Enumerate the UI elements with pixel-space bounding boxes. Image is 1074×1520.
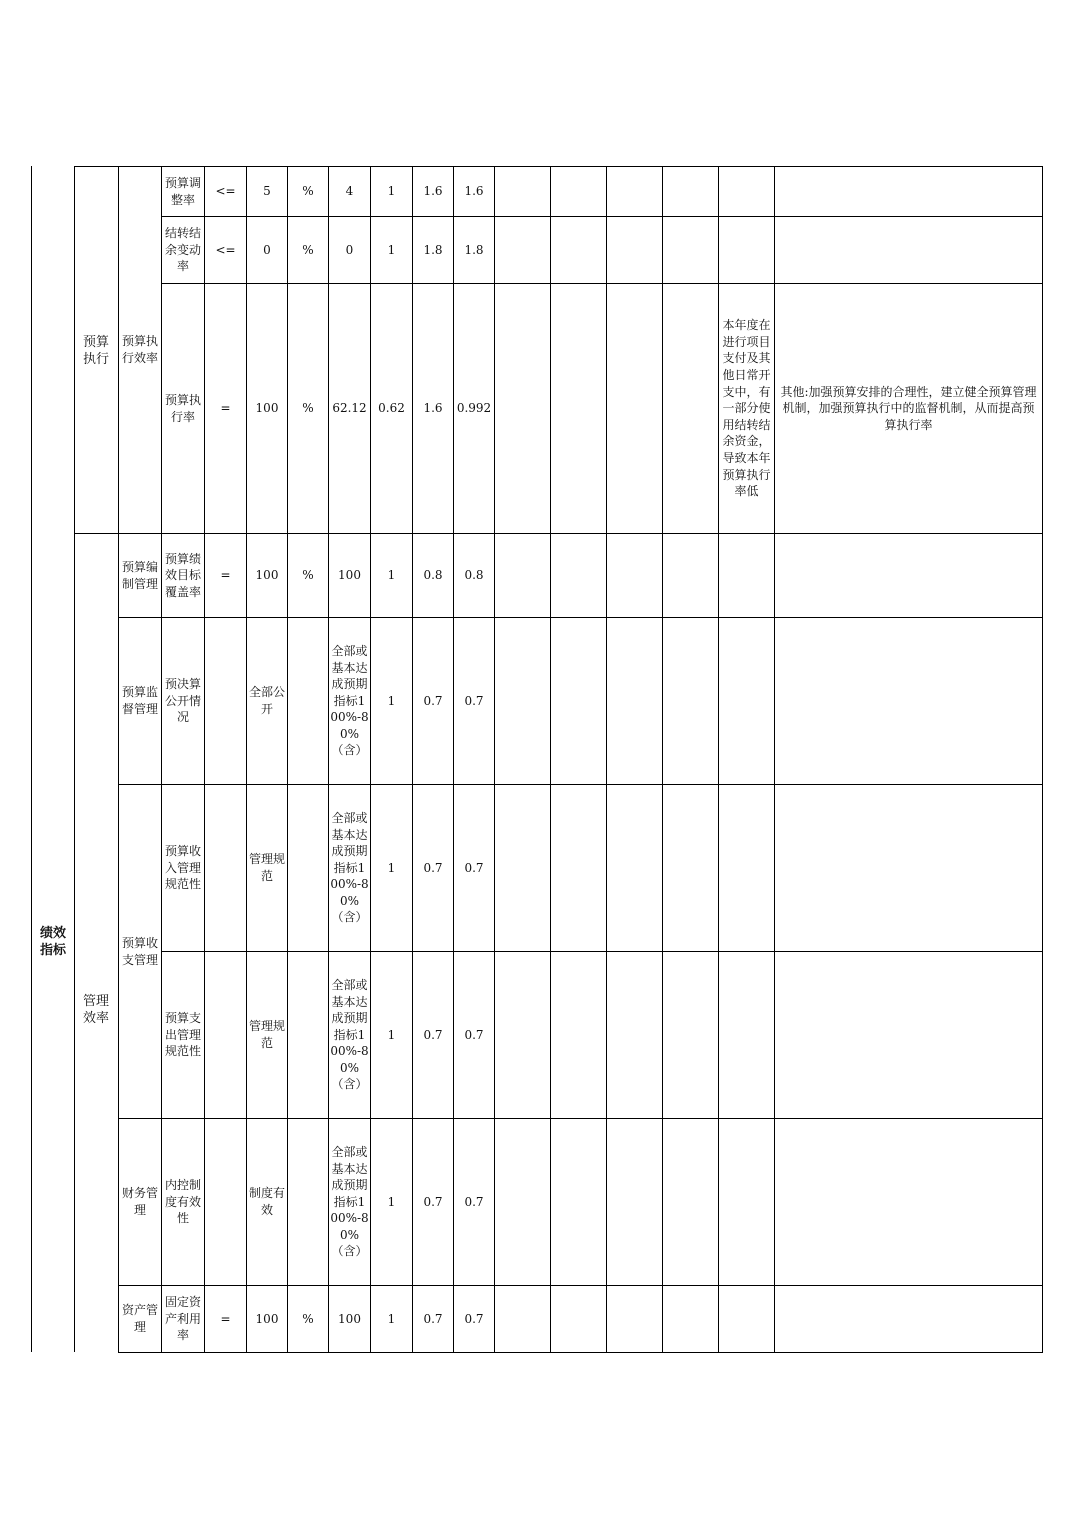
improvement-measure: [775, 1286, 1043, 1353]
weight: 0.7: [413, 1119, 454, 1286]
empty-cell: [663, 167, 719, 217]
level1-separator: [74, 533, 118, 534]
table-row: [119, 284, 1043, 534]
actual-value: 全部或基本达成预期指标100%-80%（含）: [329, 785, 371, 952]
empty-cell: [551, 534, 607, 618]
score: 0.7: [454, 1119, 495, 1286]
indicator-table: [118, 166, 1043, 1353]
level2-cell: 财务管理: [119, 1119, 162, 1286]
completion-ratio: 0.62: [371, 284, 413, 534]
deviation-reason: [719, 534, 775, 618]
level1-top: [74, 166, 118, 167]
empty-cell: [607, 284, 663, 534]
indicator-name: 预算调整率: [162, 167, 205, 217]
improvement-measure: 其他:加强预算安排的合理性，建立健全预算管理机制，加强预算执行中的监督机制，从而提高预算执行率: [775, 284, 1043, 534]
deviation-reason: [719, 785, 775, 952]
empty-cell: [607, 1119, 663, 1286]
empty-cell: [607, 534, 663, 618]
operator: [205, 785, 247, 952]
operator: [205, 952, 247, 1119]
unit: %: [288, 284, 329, 534]
unit: %: [288, 217, 329, 284]
deviation-reason: [719, 167, 775, 217]
empty-cell: [495, 534, 551, 618]
level1-label-management-efficiency: 管理效率: [82, 994, 109, 1026]
empty-cell: [551, 952, 607, 1119]
deviation-reason: [719, 618, 775, 785]
empty-cell: [495, 167, 551, 217]
completion-ratio: 1: [371, 618, 413, 785]
completion-ratio: 1: [371, 167, 413, 217]
completion-ratio: 1: [371, 952, 413, 1119]
table-row: [119, 1286, 1043, 1353]
improvement-measure: [775, 618, 1043, 785]
deviation-reason: [719, 952, 775, 1119]
target-value: 100: [247, 534, 288, 618]
level2-cell: 资产管理: [119, 1286, 162, 1353]
operator: [205, 618, 247, 785]
actual-value: 100: [329, 534, 371, 618]
empty-cell: [495, 1286, 551, 1353]
table-row: [119, 167, 1043, 217]
empty-cell: [663, 952, 719, 1119]
indicator-name: 预算收入管理规范性: [162, 785, 205, 952]
improvement-measure: [775, 952, 1043, 1119]
empty-cell: [551, 284, 607, 534]
improvement-measure: [775, 167, 1043, 217]
completion-ratio: 1: [371, 1119, 413, 1286]
improvement-measure: [775, 534, 1043, 618]
score: 0.7: [454, 785, 495, 952]
indicator-name: 内控制度有效性: [162, 1119, 205, 1286]
empty-cell: [663, 785, 719, 952]
empty-cell: [551, 167, 607, 217]
empty-cell: [607, 952, 663, 1119]
deviation-reason: 本年度在进行项目支付及其他日常开支中，有一部分使用结转结余资金，导致本年预算执行率低: [719, 284, 775, 534]
target-value: 管理规范: [247, 952, 288, 1119]
empty-cell: [663, 217, 719, 284]
weight: 1.6: [413, 167, 454, 217]
target-value: 100: [247, 1286, 288, 1353]
empty-cell: [551, 217, 607, 284]
improvement-measure: [775, 217, 1043, 284]
weight: 0.8: [413, 534, 454, 618]
operator: <=: [205, 217, 247, 284]
operator: =: [205, 1286, 247, 1353]
actual-value: 0: [329, 217, 371, 284]
table-row: [119, 1119, 1043, 1286]
empty-cell: [551, 785, 607, 952]
empty-cell: [607, 217, 663, 284]
empty-cell: [607, 618, 663, 785]
operator: [205, 1119, 247, 1286]
score: 0.8: [454, 534, 495, 618]
empty-cell: [495, 952, 551, 1119]
deviation-reason: [719, 217, 775, 284]
empty-cell: [551, 1119, 607, 1286]
unit: [288, 785, 329, 952]
table-row: [119, 217, 1043, 284]
category-label: 绩效指标: [39, 926, 66, 958]
score: 0.992: [454, 284, 495, 534]
empty-cell: [607, 167, 663, 217]
left-border: [31, 166, 32, 1352]
improvement-measure: [775, 785, 1043, 952]
indicator-name: 预算执行率: [162, 284, 205, 534]
actual-value: 全部或基本达成预期指标100%-80%（含）: [329, 952, 371, 1119]
score: 0.7: [454, 1286, 495, 1353]
actual-value: 全部或基本达成预期指标100%-80%（含）: [329, 1119, 371, 1286]
actual-value: 62.12: [329, 284, 371, 534]
empty-cell: [495, 618, 551, 785]
empty-cell: [551, 618, 607, 785]
unit: %: [288, 1286, 329, 1353]
target-value: 管理规范: [247, 785, 288, 952]
weight: 1.6: [413, 284, 454, 534]
score: 0.7: [454, 618, 495, 785]
indicator-name: 预算绩效目标覆盖率: [162, 534, 205, 618]
empty-cell: [495, 1119, 551, 1286]
actual-value: 100: [329, 1286, 371, 1353]
empty-cell: [663, 1286, 719, 1353]
target-value: 制度有效: [247, 1119, 288, 1286]
target-value: 5: [247, 167, 288, 217]
actual-value: 4: [329, 167, 371, 217]
level2-cell: 预算收支管理: [119, 785, 162, 1119]
unit: [288, 952, 329, 1119]
level2-cell: 预算执行效率: [119, 167, 162, 534]
completion-ratio: 1: [371, 217, 413, 284]
operator: <=: [205, 167, 247, 217]
table-row: [119, 534, 1043, 618]
empty-cell: [551, 1286, 607, 1353]
empty-cell: [663, 284, 719, 534]
weight: 0.7: [413, 785, 454, 952]
indicator-name: 预算支出管理规范性: [162, 952, 205, 1119]
indicator-name: 结转结余变动率: [162, 217, 205, 284]
improvement-measure: [775, 1119, 1043, 1286]
empty-cell: [663, 1119, 719, 1286]
indicator-name: 固定资产利用率: [162, 1286, 205, 1353]
completion-ratio: 1: [371, 1286, 413, 1353]
empty-cell: [663, 534, 719, 618]
level2-cell: 预算监督管理: [119, 618, 162, 785]
score: 1.8: [454, 217, 495, 284]
weight: 0.7: [413, 1286, 454, 1353]
actual-value: 全部或基本达成预期指标100%-80%（含）: [329, 618, 371, 785]
empty-cell: [607, 785, 663, 952]
level2-cell: 预算编制管理: [119, 534, 162, 618]
weight: 1.8: [413, 217, 454, 284]
target-value: 0: [247, 217, 288, 284]
operator: =: [205, 284, 247, 534]
target-value: 全部公开: [247, 618, 288, 785]
deviation-reason: [719, 1119, 775, 1286]
empty-cell: [663, 618, 719, 785]
completion-ratio: 1: [371, 534, 413, 618]
target-value: 100: [247, 284, 288, 534]
table-row: [119, 785, 1043, 952]
unit: %: [288, 167, 329, 217]
table-row: [119, 618, 1043, 785]
unit: [288, 618, 329, 785]
empty-cell: [495, 284, 551, 534]
score: 0.7: [454, 952, 495, 1119]
empty-cell: [495, 217, 551, 284]
unit: %: [288, 534, 329, 618]
completion-ratio: 1: [371, 785, 413, 952]
indicator-name: 预决算公开情况: [162, 618, 205, 785]
empty-cell: [607, 1286, 663, 1353]
category-divider: [74, 166, 75, 1352]
level1-label-budget-execution: 预算执行: [82, 335, 109, 367]
empty-cell: [495, 785, 551, 952]
unit: [288, 1119, 329, 1286]
score: 1.6: [454, 167, 495, 217]
deviation-reason: [719, 1286, 775, 1353]
operator: =: [205, 534, 247, 618]
weight: 0.7: [413, 618, 454, 785]
weight: 0.7: [413, 952, 454, 1119]
table-row: [119, 952, 1043, 1119]
